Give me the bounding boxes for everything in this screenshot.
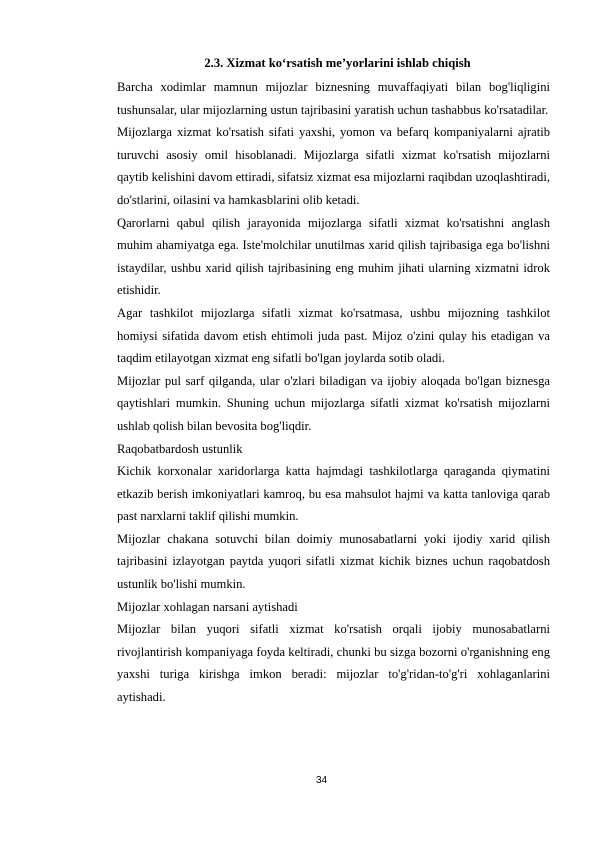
paragraph: Mijozlar bilan yuqori sifatli xizmat ko'rsatish orqali ijobiy munosabatlarni rivojlantirish kompaniyaga foyda keltiradi, chunki bu sizga bozorni o'rganishning eng yaxshi turiga kirishga imkon beradi: mijozlar to'g'ridan-to'g'ri xohlaganlarini aytishadi. — [117, 622, 550, 705]
paragraph: Kichik korxonalar xaridorlarga katta hajmdagi tashkilotlarga qaraganda qiymatini etkazib berish imkoniyatlari kamroq, bu esa mahsulot hajmi va katta tanloviga qarab past narxlarni taklif qilishi mumkin. — [117, 464, 550, 524]
section-title: 2.3. Xizmat ko‘rsatish me’yorlarini ishlab chiqish — [204, 56, 471, 70]
paragraph: Mijozlarga xizmat ko'rsatish sifati yaxshi, yomon va befarq kompaniyalarni ajratib turuvchi asosiy omil hisoblanadi. Mijozlarga sifatli xizmat ko'rsatish mijozlarni qaytib kelishini davom ettiradi, sifatsiz xizmat esa mijozlarni raqibdan uzoqlashtiradi, do'stlarini, oilasini va hamkasblarini olib ketadi. — [117, 125, 550, 207]
paragraph: Barcha xodimlar mamnun mijozlar biznesning muvaffaqiyati bilan bog'liqligini tushunsalar, ular mijozlarning ustun tajribasini yaratish uchun tashabbus ko'rsatadilar. — [117, 80, 550, 117]
paragraph: Agar tashkilot mijozlarga sifatli xizmat ko'rsatmasa, ushbu mijozning tashkilot homiysi sifatida davom etish ehtimoli juda past. Mijoz o'zini qulay his etadigan va taqdim etilayotgan xizmat eng sifatli bo'lgan joylarda sotib oladi. — [117, 305, 550, 366]
subheading-customers-say: Mijozlar xohlagan narsani aytishadi — [117, 599, 298, 614]
subheading-competitive-advantage: Raqobatbardosh ustunlik — [117, 441, 243, 456]
page-number: 34 — [315, 775, 328, 786]
paragraph: Mijozlar pul sarf qilganda, ular o'zlari biladigan va ijobiy aloqada bo'lgan biznesga qaytishlari mumkin. Shuning uchun mijozlarga sifatli xizmat ko'rsatish mijozlarni ushlab qolish bilan bevosita bog'liqdir. — [117, 373, 550, 433]
paragraph: Qarorlarni qabul qilish jarayonida mijozlarga sifatli xizmat ko'rsatishni anglash muhim ahamiyatga ega. Iste'molchilar unutilmas xarid qilish tajribasiga ega bo'lishni istaydilar, ushbu xarid qilish tajribasining eng muhim jihati ularning xizmatni idrok etishidir. — [117, 215, 550, 298]
paragraph: Mijozlar chakana sotuvchi bilan doimiy munosabatlarni yoki ijodiy xarid qilish tajribasini izlayotgan paytda yuqori sifatli xizmat kichik biznes uchun raqobatdosh ustunlik bo'lishi mumkin. — [117, 531, 550, 592]
page-content — [117, 50, 550, 709]
